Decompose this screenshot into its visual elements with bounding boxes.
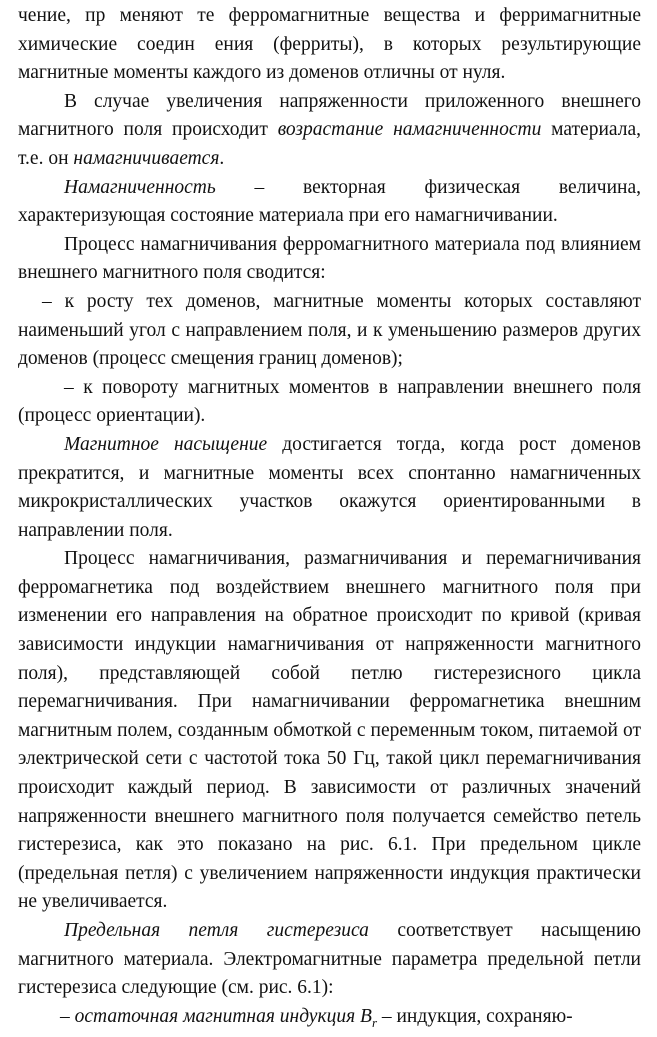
text-run: . — [219, 147, 225, 169]
paragraph-ferromagnetic-intro: чение, пр меняют те ферромагнитные вещества и ферримагнитные химические соедин ения (ферриты), в которых результирующие магнитные моменты каждого из доменов отличны от нуля. — [18, 5, 641, 84]
paragraph-magnetization-definition — [18, 174, 641, 231]
term-magnetization: Намагниченность — [64, 176, 216, 198]
term-limit-hysteresis-loop: Предельная петля гистерезиса — [64, 920, 369, 941]
paragraph-saturation — [18, 431, 641, 545]
term-magnetized: намагничивается — [73, 147, 220, 169]
text-run: В случае увеличения напряженности приложенного внешнего магнитного поля происходит — [18, 90, 641, 141]
paragraph-process-intro: Процесс намагничивания ферромагнитного материала под влиянием внешнего магнитного поля сводится: — [18, 233, 641, 284]
paragraph-hysteresis-process: Процесс намагничивания, размагничивания и перемагничивания ферромагнетика под воздействием внешнего магнитного поля при изменении его направления на обратное происходит по кривой (кривая зависимости индукции намагничивания от напряженности магнитного поля), представляющей собой петлю гистерезисного цикла перемагничивания. При намагничивании ферромагнетика внешним магнитным полем, созданным обмоткой с переменным током, питаемой от электрической сети с частотой тока 50 Гц, такой цикл перемагничивания происходит каждый период. В зависимости от различных значений напряженности внешнего магнитного поля получается семейство петель гистерезиса, как это показано на рис. 6.1. При предельном цикле (предельная петля) с увеличением напряженности индукция практически не увеличивается. — [18, 548, 641, 913]
list-item-moment-rotation: – к повороту магнитных моментов в направлении внешнего поля (процесс ориентации). — [18, 376, 641, 427]
list-item-domain-growth: – к росту тех доменов, магнитные моменты которых составляют наименьший угол с направлением поля, и к уменьшению размеров других доменов (процесс смещения границ доменов); — [18, 290, 641, 370]
text-run: материала, т.е. он — [18, 119, 641, 169]
term-remanent-induction: – остаточная магнитная индукция B — [60, 1005, 372, 1027]
text-run: соответствует насыщению магнитного материала. Электромагнитные параметра предельной петли гистерезиса следующие (см. рис. 6.1): — [18, 920, 641, 999]
term-magnetic-saturation: Магнитное насыщение — [64, 433, 268, 455]
text-run: – индукция, сохраняю- — [377, 1005, 573, 1027]
text-run: достигается тогда, когда рост доменов прекратится, и магнитные моменты всех спонтанно намагниченных микрокристаллических участков окажутся ориентированными в направлении поля. — [18, 433, 641, 541]
term-magnetization-growth: возрастание намагниченности — [277, 119, 542, 141]
paragraph-field-increase — [18, 88, 641, 174]
paragraph-limit-loop — [18, 917, 641, 1003]
list-item-remanence — [18, 1003, 641, 1037]
subscript-r: r — [371, 1014, 377, 1030]
text-run: – векторная физическая величина, характеризующая состояние материала при его намагничивании. — [18, 176, 641, 227]
